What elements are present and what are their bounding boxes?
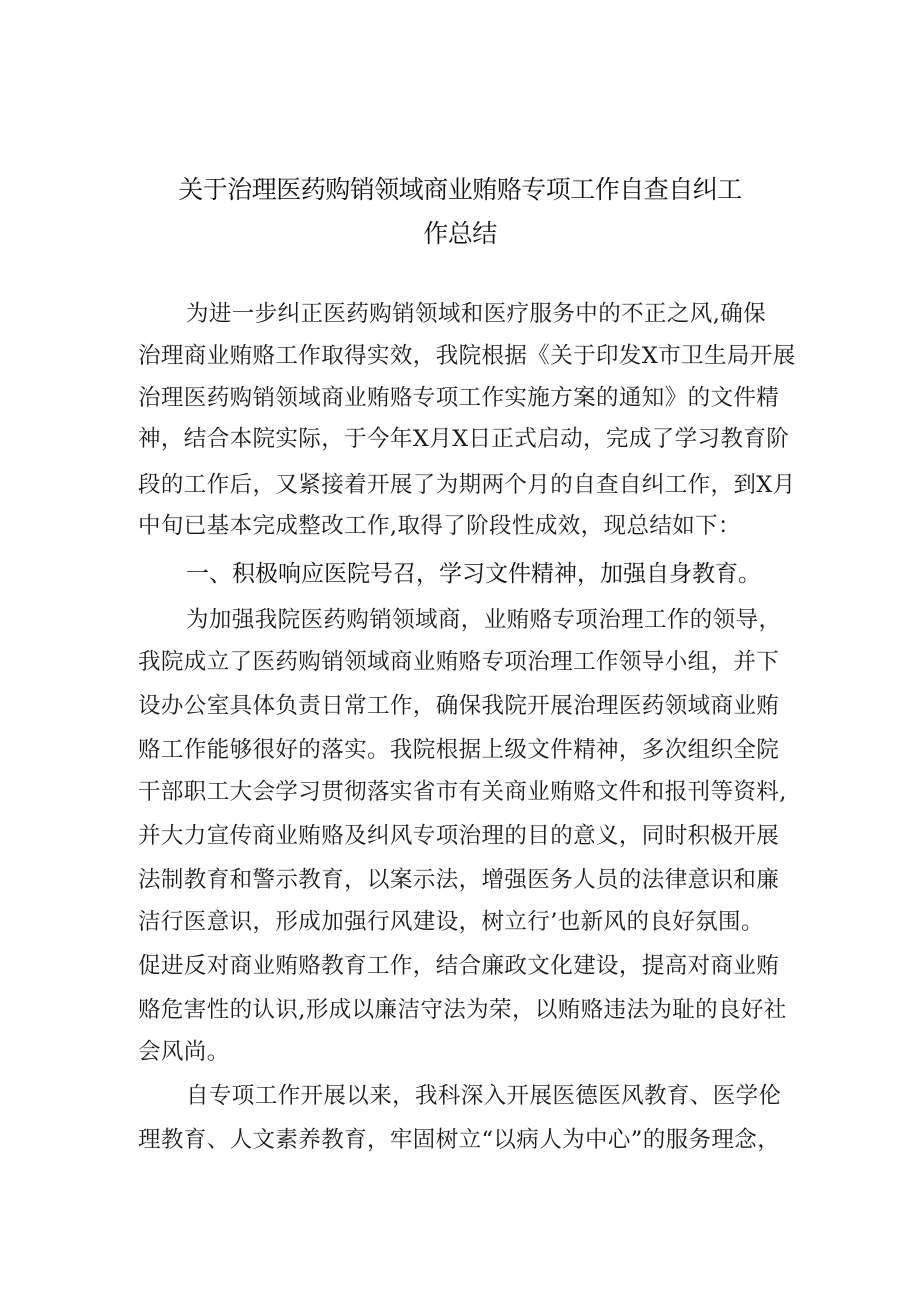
paragraph-2-line-7: 法制教育和警示教育，以案示法，增强医务人员的法律意识和廉 xyxy=(138,867,780,893)
paragraph-1-line-3: 治理医药购销领域商业贿赂专项工作实施方案的通知》的文件精 xyxy=(138,385,780,411)
paragraph-2-line-4: 赂工作能够很好的落实。我院根据上级文件精神，多次组织全院 xyxy=(138,737,780,763)
paragraph-3-line-2: 理教育、人文素养教育，牢固树立“以病人为中心”的服务理念， xyxy=(138,1127,781,1153)
paragraph-1-line-2: 治理商业贿赂工作取得实效，我院根据《关于印发X市卫生局开展 xyxy=(138,343,796,369)
paragraph-2-line-9: 促进反对商业贿赂教育工作，结合廉政文化建设，提高对商业贿 xyxy=(138,953,780,979)
paragraph-2-line-11: 会风尚。 xyxy=(138,1039,230,1065)
paragraph-2-line-8: 洁行医意识，形成加强行风建设，树立行’也新风的良好氛围。 xyxy=(138,909,764,935)
paragraph-2-line-2: 我院成立了医药购销领域商业贿赂专项治理工作领导小组，并下 xyxy=(138,649,780,675)
paragraph-2-line-10: 赂危害性的认识,形成以廉洁守法为荣，以贿赂违法为耻的良好社 xyxy=(138,997,787,1023)
section-heading-1: 一、积极响应医院号召，学习文件精神，加强自身教育。 xyxy=(186,561,761,587)
document-title-line-2: 作总结 xyxy=(423,219,497,248)
paragraph-1-line-6: 中旬已基本完成整改工作,取得了阶段性成效，现总结如下： xyxy=(138,513,741,539)
paragraph-3-line-1: 自专项工作开展以来，我科深入开展医德医风教育、医学伦 xyxy=(186,1083,782,1109)
paragraph-1-line-1: 为进一步纠正医药购销领域和医疗服务中的不正之风,确保 xyxy=(186,301,767,327)
paragraph-2-line-6: 并大力宣传商业贿赂及纠风专项治理的目的意义，同时积极开展 xyxy=(138,823,780,849)
document-title-line-1: 关于治理医药购销领域商业贿赂专项工作自查自纠工 xyxy=(178,175,742,204)
paragraph-1-line-4: 神，结合本院实际，于今年X月X日正式启动，完成了学习教育阶 xyxy=(138,426,790,452)
paragraph-1-line-5: 段的工作后，又紧接着开展了为期两个月的自查自纠工作，到X月 xyxy=(138,472,796,498)
paragraph-2-line-3: 设办公室具体负责日常工作，确保我院开展治理医药领域商业贿 xyxy=(138,693,780,719)
paragraph-2-line-1: 为加强我院医药购销领域商，业贿赂专项治理工作的领导， xyxy=(186,607,782,633)
paragraph-2-line-5: 干部职工大会学习贯彻落实省市有关商业贿赂文件和报刊等资料, xyxy=(138,779,787,805)
